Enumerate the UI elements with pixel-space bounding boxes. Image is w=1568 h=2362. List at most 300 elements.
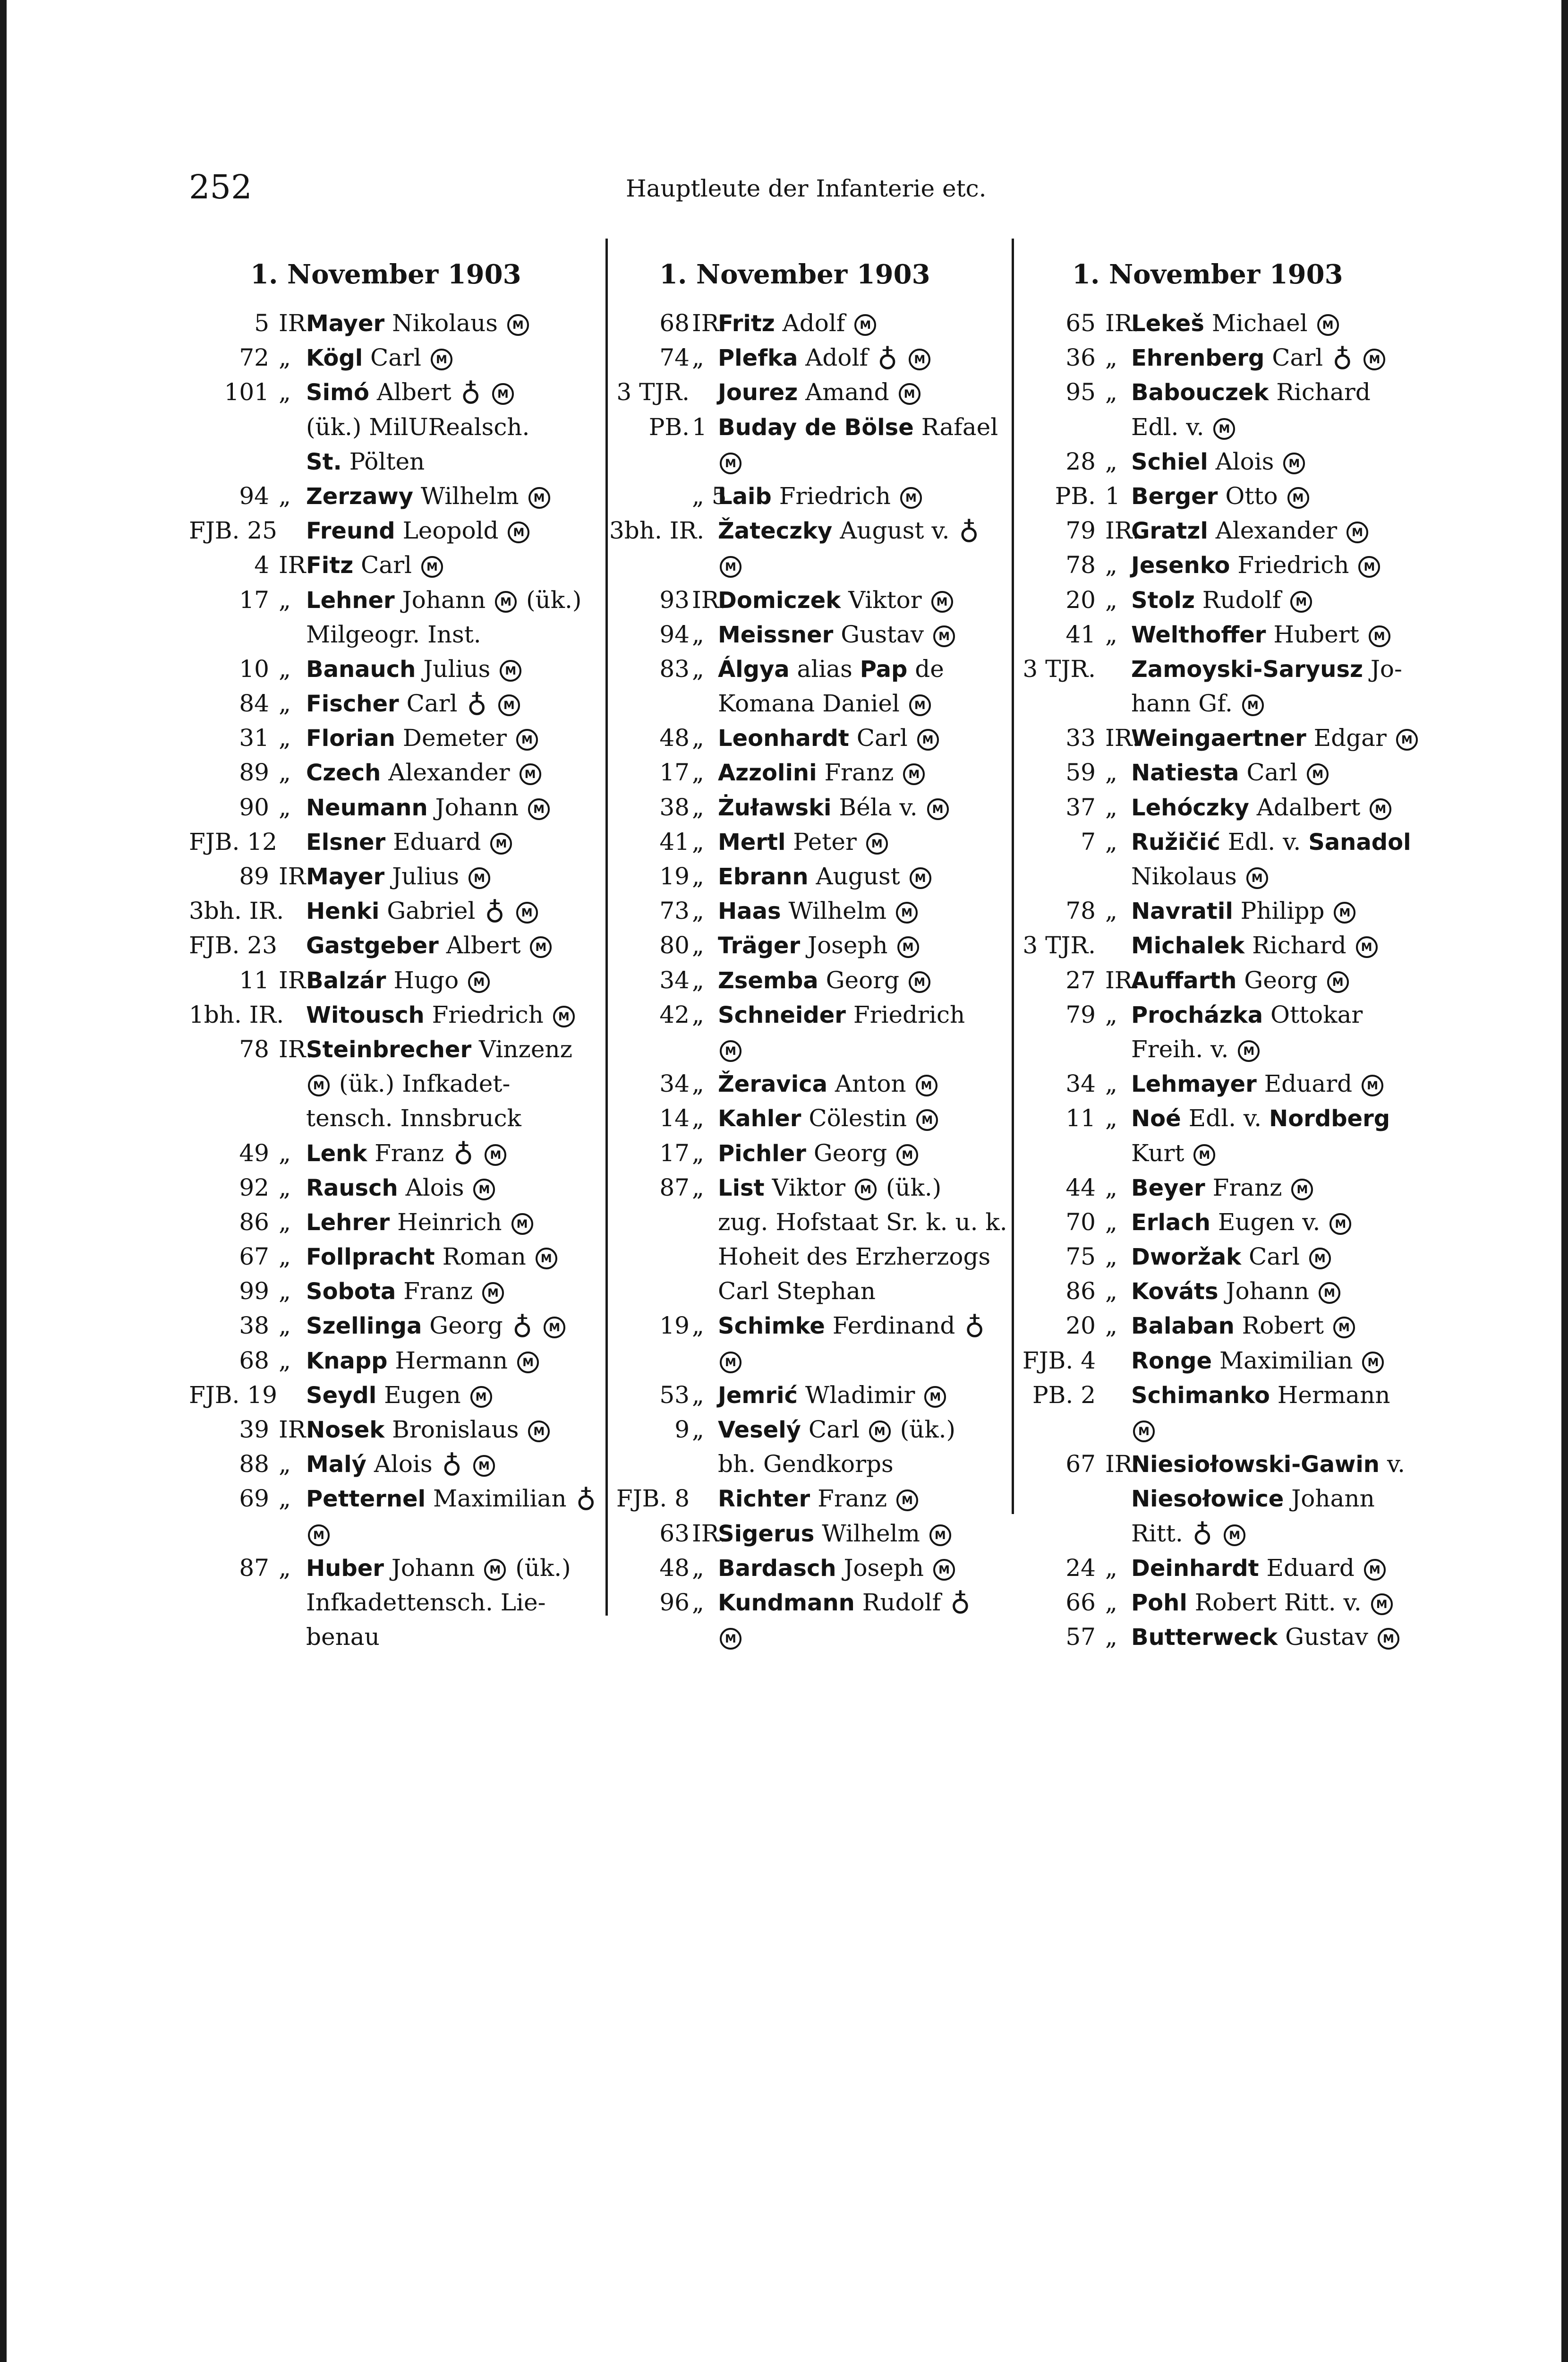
surname: Azzolini <box>718 760 817 787</box>
medal-icon: M <box>1362 1075 1383 1096</box>
entry-number: FJB. 8 <box>616 1485 690 1513</box>
medal-icon: M <box>933 625 955 647</box>
medal-icon: M <box>1246 867 1268 889</box>
entry-text <box>1131 859 1270 894</box>
entry-text <box>718 306 878 341</box>
entry-unit: „ <box>692 793 704 821</box>
given-name: Adolf <box>782 309 845 337</box>
entry-number: 5 <box>254 309 269 337</box>
entry-number: 11 <box>1065 1104 1096 1132</box>
entry-unit: IR. <box>1105 517 1140 545</box>
medal-icon: M <box>1242 694 1264 716</box>
medal-icon: M <box>485 1144 506 1166</box>
entry-unit: IR. <box>692 1519 727 1547</box>
entry-unit: „ <box>692 897 704 925</box>
entry-unit: „ <box>692 966 704 994</box>
surname: Meissner <box>718 621 834 648</box>
given-name: Eduard <box>393 828 481 856</box>
entry-unit: 1 <box>1105 482 1120 510</box>
medal-icon: M <box>720 453 741 474</box>
entry-text <box>306 583 581 618</box>
medal-icon: M <box>511 1213 533 1235</box>
surname: Florian <box>306 725 395 752</box>
entry-number: 95 <box>1065 378 1096 406</box>
entry-number: 17 <box>239 586 269 614</box>
entry-unit: „ <box>279 1450 291 1478</box>
medal-icon: M <box>909 694 931 716</box>
given-name: Robert Ritt. v. <box>1194 1588 1362 1616</box>
medal-icon: M <box>536 1248 557 1269</box>
given-name: Eduard <box>1264 1070 1353 1098</box>
surname: Jemrić <box>718 1382 798 1409</box>
note-text: (ük.) <box>515 1554 571 1582</box>
entry-unit: „ <box>279 690 291 718</box>
entry-number: 70 <box>1065 1208 1096 1236</box>
entry-number: 17 <box>659 759 690 787</box>
entry-unit: „ <box>692 1416 704 1443</box>
medal-icon: M <box>1370 798 1391 820</box>
medal-icon: M <box>498 694 520 716</box>
entry-number: PB. <box>1055 482 1096 510</box>
medal-icon: M <box>1283 453 1305 474</box>
entry-text <box>1131 1551 1388 1586</box>
continuation-text: Edl. v. <box>1131 413 1204 441</box>
entry-number: 59 <box>1065 759 1096 787</box>
column-heading: 1. November 1903 <box>1072 259 1343 290</box>
medal-icon: M <box>931 591 953 613</box>
entry-number: 94 <box>659 620 690 648</box>
medal-icon: M <box>896 1144 918 1166</box>
entry-number: 10 <box>239 655 269 683</box>
entry-text <box>1131 1481 1375 1516</box>
entry-text <box>718 1447 894 1481</box>
entry-number: 92 <box>239 1173 269 1201</box>
surname: Butterweck <box>1131 1624 1278 1651</box>
entry-number: 3 TJR. <box>1023 655 1096 683</box>
given-name: Maximilian <box>433 1485 567 1513</box>
surname: Fitz <box>306 552 354 579</box>
note-text: (ük.) <box>900 1416 956 1443</box>
surname: List <box>718 1174 765 1201</box>
entry-unit: IR. <box>1105 309 1140 337</box>
medal-icon: M <box>468 971 490 993</box>
given-name: Franz <box>824 759 894 787</box>
note-text: (ük.) Infkadet- <box>339 1070 511 1098</box>
entry-number: 34 <box>659 1070 690 1098</box>
entry-text <box>1131 1067 1385 1102</box>
surname: Žeravica <box>718 1071 828 1098</box>
surname: Auffarth <box>1131 967 1237 994</box>
surname: Gratzl <box>1131 518 1208 545</box>
entry-number: 66 <box>1065 1588 1096 1616</box>
entry-text <box>1131 721 1420 756</box>
continuation-text: Johann <box>1291 1485 1375 1513</box>
surname: Kováts <box>1131 1278 1219 1305</box>
entry-unit: „ <box>692 1070 704 1098</box>
surname: Träger <box>718 933 801 959</box>
given-name: Richard <box>1252 932 1346 959</box>
surname: Haas <box>718 898 781 925</box>
entry-unit: „ <box>692 863 704 890</box>
entry-text <box>718 1516 953 1551</box>
medal-icon: M <box>528 487 550 509</box>
surname: Pohl <box>1131 1589 1187 1616</box>
given-name: Gustav <box>841 620 924 648</box>
given-name: Friedrich <box>1237 551 1349 579</box>
surname: Ehrenberg <box>1131 345 1265 372</box>
entry-text <box>718 894 920 929</box>
surname: Lehóczky <box>1131 794 1249 821</box>
entry-unit: „ <box>279 1139 291 1167</box>
medal-icon: M <box>520 763 541 785</box>
entry-number: 86 <box>1065 1277 1096 1305</box>
entry-text <box>1131 1101 1390 1136</box>
medal-icon: M <box>308 1075 330 1096</box>
entry-unit: „ <box>279 1554 291 1582</box>
entry-text <box>718 1412 955 1447</box>
medal-icon: M <box>916 1109 938 1131</box>
medal-icon: M <box>1327 971 1349 993</box>
entry-text <box>718 1205 1007 1240</box>
continuation-text: Hoheit des Erzherzogs <box>718 1243 991 1271</box>
entry-unit: „ <box>1105 1277 1117 1305</box>
entry-text <box>718 1620 743 1654</box>
entry-text <box>306 1551 571 1586</box>
given-name: Otto <box>1225 482 1278 510</box>
given-name: Gustav <box>1285 1623 1369 1651</box>
entry-unit: „ <box>692 1139 704 1167</box>
medal-icon: M <box>1287 487 1309 509</box>
medal-icon: M <box>897 936 919 958</box>
surname: Żuławski <box>718 794 832 821</box>
given-name: Hermann <box>1277 1381 1390 1409</box>
surname: Steinbrecher <box>306 1036 472 1063</box>
medal-icon: M <box>917 729 939 751</box>
surname: Ronge <box>1131 1347 1212 1374</box>
entry-unit: IR. <box>1105 966 1140 994</box>
entry-text <box>1131 963 1351 998</box>
medal-icon: M <box>482 1282 504 1304</box>
entry-number: 78 <box>239 1035 269 1063</box>
given-name: alias <box>797 655 852 683</box>
ornament-icon: ♁ <box>512 1311 533 1344</box>
continuation-text: zug. Hofstaat Sr. k. u. k. <box>718 1208 1007 1236</box>
entry-unit: „ <box>1105 620 1117 648</box>
entry-number: 67 <box>239 1243 269 1271</box>
entry-text <box>1131 652 1402 687</box>
entry-text <box>718 410 998 445</box>
medal-icon: M <box>869 1421 891 1442</box>
entry-text <box>306 1205 535 1240</box>
medal-icon: M <box>1317 314 1339 336</box>
given-name: Hugo <box>393 966 459 994</box>
surname: Kahler <box>718 1105 801 1132</box>
ornament-icon: ♁ <box>959 516 979 548</box>
medal-icon: M <box>916 1075 937 1096</box>
surname: Neumann <box>306 794 428 821</box>
entry-text <box>1131 1344 1386 1378</box>
continuation-text: Komana Daniel <box>718 690 900 718</box>
medal-icon: M <box>530 936 552 958</box>
entry-text <box>718 1032 743 1067</box>
entry-text <box>306 617 481 652</box>
entry-number: 88 <box>239 1450 269 1478</box>
medal-icon: M <box>1238 1040 1260 1062</box>
medal-icon: M <box>544 1317 565 1338</box>
entry-text <box>1131 445 1307 479</box>
given-name: v. <box>1387 1450 1406 1478</box>
entry-text <box>306 1171 497 1206</box>
entry-number: 19 <box>659 1312 690 1340</box>
entry-number: 19 <box>659 863 690 890</box>
surname: Niesiołowski-Gawin <box>1131 1451 1380 1478</box>
given-name: Wladimir <box>805 1381 915 1409</box>
medal-icon: M <box>1363 349 1385 370</box>
entry-unit: „ <box>279 1243 291 1271</box>
entry-text <box>1131 928 1380 963</box>
medal-icon: M <box>1291 1179 1313 1200</box>
entry-text <box>718 998 965 1033</box>
medal-icon: M <box>1329 1213 1351 1235</box>
given-name: Robert <box>1242 1312 1324 1340</box>
surname: Beyer <box>1131 1174 1205 1201</box>
given-name-extra: de <box>915 655 944 683</box>
entry-number: 36 <box>1065 344 1096 372</box>
entry-text <box>306 479 552 514</box>
surname: Ružičić <box>1131 829 1220 856</box>
entry-number: 67 <box>1065 1450 1096 1478</box>
given-name: Franz <box>403 1277 473 1305</box>
entry-number: 87 <box>659 1173 690 1201</box>
ornament-icon: ♁ <box>1332 343 1353 376</box>
entry-number: 93 <box>659 586 690 614</box>
entry-unit: „ <box>1105 1312 1117 1340</box>
entry-text <box>306 790 552 825</box>
entry-unit: IR. <box>692 309 727 337</box>
entry-text <box>1131 1378 1390 1413</box>
entry-number: 9 <box>674 1416 690 1443</box>
column-heading: 1. November 1903 <box>250 259 521 290</box>
medal-icon: M <box>720 1352 741 1373</box>
continuation-text: Ritt. <box>1131 1519 1183 1547</box>
entry-text <box>1131 583 1314 618</box>
entry-text <box>718 721 941 756</box>
entry-unit: „ <box>279 482 291 510</box>
surname: Weingaertner <box>1131 725 1306 752</box>
surname: Ebrann <box>718 864 809 890</box>
entry-number: 80 <box>659 932 690 959</box>
entry-text <box>306 859 492 894</box>
entry-unit: „ <box>1105 447 1117 475</box>
surname: Schimanko <box>1131 1382 1270 1409</box>
entry-unit: „ <box>692 1554 704 1582</box>
surname: Domiczek <box>718 587 841 614</box>
medal-icon: M <box>508 522 529 543</box>
entry-text <box>306 1240 559 1275</box>
entry-number: 72 <box>239 344 269 372</box>
medal-icon: M <box>1290 591 1312 613</box>
entry-text <box>718 1585 972 1622</box>
medal-icon: M <box>896 902 918 924</box>
medal-icon: M <box>1133 1421 1155 1442</box>
given-name: Béla v. <box>839 793 918 821</box>
entry-number: 28 <box>1065 447 1096 475</box>
entry-text <box>306 1412 552 1447</box>
entry-text <box>1131 755 1330 790</box>
surname: Stolz <box>1131 587 1195 614</box>
continuation-bold: Niesołowice <box>1131 1486 1284 1513</box>
surname: Navratil <box>1131 898 1233 925</box>
entry-text <box>306 928 554 963</box>
medal-icon: M <box>516 729 538 751</box>
entry-number: 83 <box>659 655 690 683</box>
entry-number: 87 <box>239 1554 269 1582</box>
entry-unit: „ <box>279 1277 291 1305</box>
entry-number: 68 <box>239 1346 269 1374</box>
surname: Bardasch <box>718 1555 836 1582</box>
note-text: (ük.) <box>526 586 582 614</box>
entry-text <box>306 1447 497 1483</box>
surname: Deinhardt <box>1131 1555 1259 1582</box>
medal-icon: M <box>495 591 517 613</box>
given-name: Wilhelm <box>788 897 887 925</box>
entry-unit: „ <box>692 620 704 648</box>
surname: Schneider <box>718 1001 846 1028</box>
given-name: Hermann <box>395 1346 508 1374</box>
medal-icon: M <box>899 383 920 405</box>
surname: Dworžak <box>1131 1244 1242 1271</box>
medal-icon: M <box>720 1040 741 1062</box>
entry-text <box>718 1378 948 1413</box>
entry-unit: „ <box>279 1312 291 1340</box>
medal-icon: M <box>473 1179 495 1200</box>
entry-text <box>306 445 425 479</box>
medal-icon: M <box>492 383 514 405</box>
given-name: Nikolaus <box>392 309 498 337</box>
entry-text <box>718 617 957 652</box>
continuation-bold: St. <box>306 448 342 475</box>
entry-unit: „ <box>279 793 291 821</box>
given-name: August v. <box>840 517 950 545</box>
entry-text <box>306 998 577 1033</box>
given-name: Alois <box>1215 447 1274 475</box>
surname: Witousch <box>306 1001 425 1028</box>
given-name: Julius <box>392 863 460 890</box>
entry-unit: „ <box>692 1173 704 1201</box>
given-name: Eduard <box>1266 1554 1355 1582</box>
given-name: Edl. v. <box>1227 828 1301 856</box>
entry-text <box>306 341 454 376</box>
surname: Banauch <box>306 656 416 683</box>
medal-icon: M <box>1224 1524 1245 1546</box>
surname: Jourez <box>718 379 798 406</box>
entry-text <box>306 1274 506 1309</box>
given-name: Carl <box>1246 759 1298 787</box>
entry-unit: „ <box>1105 344 1117 372</box>
medal-icon: M <box>528 798 550 820</box>
medal-icon: M <box>1213 418 1235 440</box>
entry-unit: „ <box>692 1588 704 1616</box>
surname-extra: Nordberg <box>1269 1105 1390 1132</box>
entry-text <box>306 1344 541 1378</box>
surname: Kögl <box>306 345 363 372</box>
entry-number: 4 <box>254 551 269 579</box>
surname: Huber <box>306 1555 384 1582</box>
entry-unit: „ <box>1105 586 1117 614</box>
surname: Berger <box>1131 483 1218 510</box>
entry-number: 53 <box>659 1381 690 1409</box>
entry-text <box>1131 1412 1157 1447</box>
entry-number: 96 <box>659 1588 690 1616</box>
entry-text <box>306 548 445 583</box>
surname: Lekeš <box>1131 310 1204 337</box>
entry-text <box>718 513 981 550</box>
entry-text <box>718 859 933 894</box>
entry-text <box>718 928 921 963</box>
entry-unit: „ <box>1105 1208 1117 1236</box>
surname: Laib <box>718 483 772 510</box>
given-name: Maximilian <box>1219 1346 1353 1374</box>
surname: Petternel <box>306 1486 426 1513</box>
surname: Álgya <box>718 656 790 683</box>
entry-number: 34 <box>659 966 690 994</box>
entry-unit: „ 5 <box>692 482 727 510</box>
entry-unit: „ <box>1105 1001 1117 1028</box>
surname: Malý <box>306 1451 366 1478</box>
entry-number: PB. 2 <box>1032 1381 1096 1409</box>
entry-unit: „ <box>1105 378 1117 406</box>
entry-unit: „ <box>692 1104 704 1132</box>
entry-text <box>718 583 955 618</box>
medal-icon: M <box>900 487 922 509</box>
given-name: Albert <box>376 378 452 406</box>
ornament-icon: ♁ <box>950 1588 971 1620</box>
entry-number: 57 <box>1065 1623 1096 1651</box>
entry-text <box>1131 1240 1333 1275</box>
entry-number: 99 <box>239 1277 269 1305</box>
given-name: Joseph <box>808 932 888 959</box>
given-name: Gabriel <box>387 897 476 925</box>
surname: Fritz <box>718 310 775 337</box>
entry-number: 20 <box>1065 586 1096 614</box>
given-name: Eugen <box>384 1381 461 1409</box>
entry-text <box>306 894 540 930</box>
entry-text <box>718 790 951 825</box>
entry-text <box>306 306 531 341</box>
entry-unit: „ <box>1105 1554 1117 1582</box>
entry-number: 73 <box>659 897 690 925</box>
medal-icon: M <box>1346 522 1368 543</box>
entry-text <box>306 1620 380 1654</box>
entry-text <box>718 1136 920 1171</box>
given-name: Hubert <box>1273 620 1359 648</box>
entry-number: 89 <box>239 759 269 787</box>
given-name: Alexander <box>1215 517 1338 545</box>
given-name: Johann <box>1226 1277 1309 1305</box>
given-name: August <box>816 863 900 890</box>
given-name: Johann <box>391 1554 475 1582</box>
entry-text <box>718 1344 743 1378</box>
entry-text <box>1131 1516 1247 1553</box>
medal-icon: M <box>909 349 930 370</box>
entry-number: 68 <box>659 309 690 337</box>
medal-icon: M <box>924 1386 946 1408</box>
given-name: Jo- <box>1370 655 1402 683</box>
medal-icon: M <box>500 660 521 682</box>
given-name: Vinzenz <box>479 1035 572 1063</box>
given-name: Franz <box>1212 1173 1282 1201</box>
entry-unit: „ <box>279 655 291 683</box>
